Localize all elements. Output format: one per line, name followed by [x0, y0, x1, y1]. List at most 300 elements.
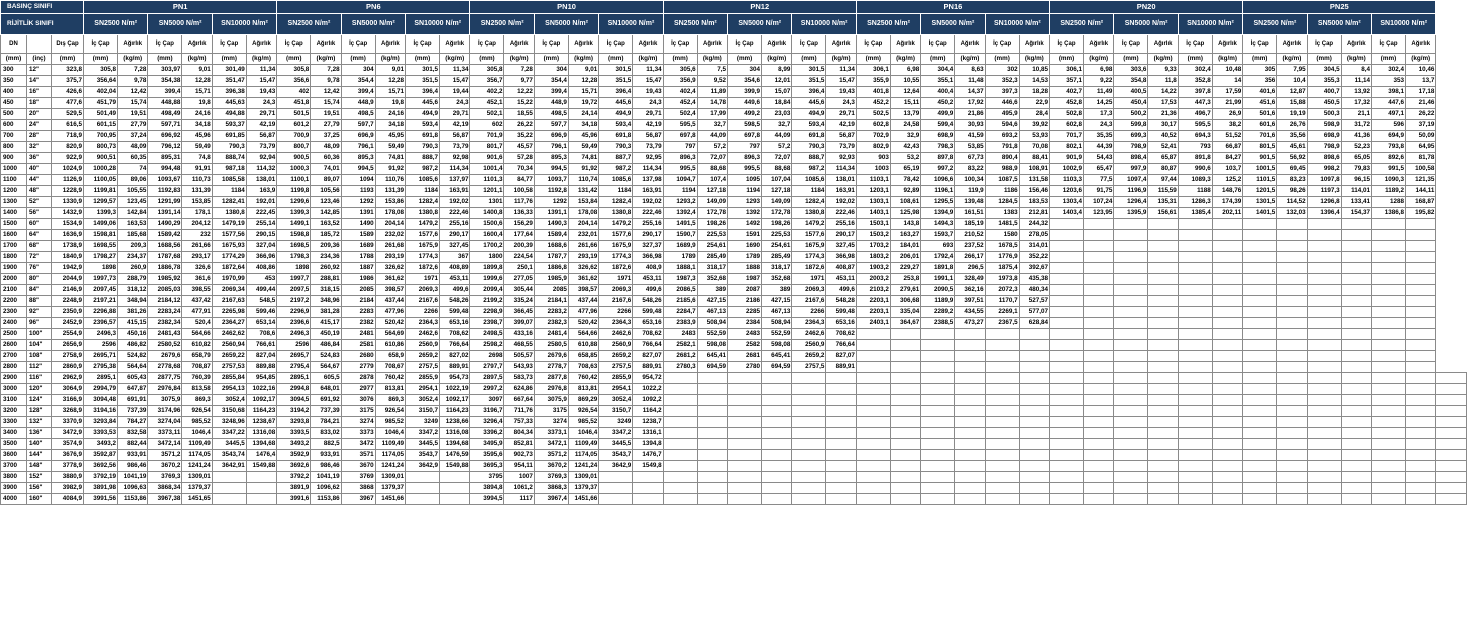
table-cell: 453,11	[440, 274, 470, 285]
table-cell: 995,5	[728, 164, 762, 175]
col-header-inner-diameter: İç Çap	[1243, 35, 1277, 54]
table-cell	[1148, 472, 1178, 483]
table-cell: 1379,37	[375, 483, 405, 494]
table-cell: 1192,83	[148, 186, 182, 197]
table-cell: 804,34	[504, 428, 534, 439]
table-cell: 398,1	[1372, 87, 1406, 98]
table-cell: 1394,8	[633, 439, 663, 450]
cell-dn: 3900	[1, 483, 27, 494]
table-cell	[1084, 362, 1114, 373]
table-cell: 595,5	[663, 120, 697, 131]
table-cell	[663, 428, 697, 439]
table-row	[1, 318, 1467, 329]
table-cell	[663, 461, 697, 472]
table-cell: 83,22	[955, 164, 985, 175]
table-cell	[1243, 351, 1277, 362]
table-cell	[1406, 439, 1436, 450]
table-cell: 833,02	[311, 428, 341, 439]
table-cell: 2085,03	[148, 285, 182, 296]
table-cell: 73,79	[633, 142, 663, 153]
table-cell	[985, 439, 1019, 450]
table-cell: 3795	[470, 472, 504, 483]
table-cell: 3670	[341, 461, 375, 472]
table-cell: 691,8	[792, 131, 826, 142]
table-cell: 15,47	[440, 76, 470, 87]
cell-inch: 40"	[27, 164, 52, 175]
table-cell	[1406, 417, 1436, 428]
table-cell: 255,16	[440, 219, 470, 230]
table-cell: 156,46	[1019, 186, 1049, 197]
table-cell	[1178, 362, 1212, 373]
table-cell	[1436, 417, 1467, 428]
table-cell: 508,94	[762, 318, 792, 329]
table-cell	[1341, 263, 1371, 274]
table-cell: 178,1	[182, 208, 212, 219]
table-cell: 15,47	[246, 76, 276, 87]
table-cell	[1019, 461, 1049, 472]
table-cell: 1296,8	[1307, 197, 1341, 208]
table-cell: 400,4	[921, 87, 955, 98]
table-cell: 12,28	[568, 76, 598, 87]
table-cell	[1307, 307, 1341, 318]
table-cell: 2203,1	[856, 307, 890, 318]
table-row	[1, 450, 1467, 461]
table-cell: 2396,6	[277, 318, 311, 329]
table-cell	[1114, 450, 1148, 461]
table-cell: 24,16	[375, 109, 405, 120]
table-cell	[856, 472, 890, 483]
table-cell: 1432,9	[52, 208, 84, 219]
table-cell: 1774,29	[212, 252, 246, 263]
table-cell	[985, 340, 1019, 351]
table-cell	[1341, 340, 1371, 351]
table-cell: 114,32	[246, 164, 276, 175]
table-cell: 74,01	[311, 164, 341, 175]
table-cell: 480,34	[1019, 285, 1049, 296]
table-cell	[1019, 340, 1049, 351]
table-cell	[697, 450, 727, 461]
table-cell: 114,34	[633, 164, 663, 175]
cell-inch: 44"	[27, 175, 52, 186]
table-cell: 869,29	[568, 395, 598, 406]
table-cell: 435,38	[1019, 274, 1049, 285]
table-cell: 398,57	[568, 285, 598, 296]
table-cell: 306,68	[890, 296, 920, 307]
table-cell	[1178, 439, 1212, 450]
table-cell: 7,5	[697, 65, 727, 76]
table-cell: 889,91	[633, 362, 663, 373]
table-cell: 74,81	[375, 153, 405, 164]
table-cell: 222,46	[633, 208, 663, 219]
table-cell: 3373,1	[534, 428, 568, 439]
table-cell	[1243, 428, 1277, 439]
table-cell	[1114, 318, 1148, 329]
table-cell	[1277, 450, 1307, 461]
cell-dn: 900	[1, 153, 27, 164]
cell-dn: 1100	[1, 175, 27, 186]
table-cell: 138,01	[826, 175, 856, 186]
cell-dn: 3300	[1, 417, 27, 428]
cell-dn: 3100	[1, 395, 27, 406]
table-cell: 3370,9	[52, 417, 84, 428]
table-cell: 2659,2	[406, 351, 440, 362]
table-cell	[1178, 263, 1212, 274]
table-cell	[1148, 483, 1178, 494]
table-cell: 2878	[341, 373, 375, 384]
table-cell: 1380,8	[792, 208, 826, 219]
table-cell	[212, 483, 246, 494]
table-cell: 869,3	[182, 395, 212, 406]
cell-dn: 350	[1, 76, 27, 87]
table-cell	[1406, 461, 1436, 472]
table-cell: 328,49	[955, 274, 985, 285]
table-cell: 327,45	[826, 241, 856, 252]
table-cell: 2954,1	[599, 384, 633, 395]
table-cell	[1341, 439, 1371, 450]
table-cell	[1277, 296, 1307, 307]
table-cell	[856, 384, 890, 395]
table-cell: 91,92	[375, 164, 405, 175]
unit-kgm: (kg/m)	[762, 54, 792, 65]
table-cell: 351,5	[792, 76, 826, 87]
table-cell: 1282,4	[406, 197, 440, 208]
table-cell: 2289,2	[921, 307, 955, 318]
table-cell: 56,87	[440, 131, 470, 142]
table-cell: 12,42	[311, 87, 341, 98]
table-cell: 1997,73	[84, 274, 118, 285]
table-cell: 293,19	[375, 252, 405, 263]
table-cell	[955, 340, 985, 351]
cell-inch: 80"	[27, 274, 52, 285]
table-cell	[1277, 461, 1307, 472]
unit-mm: (mm)	[856, 54, 890, 65]
table-cell: 209,36	[311, 241, 341, 252]
table-cell: 988,9	[985, 164, 1019, 175]
table-cell: 1316,1	[633, 428, 663, 439]
table-cell: 2877,75	[148, 373, 182, 384]
table-cell	[1436, 384, 1467, 395]
table-cell	[890, 351, 920, 362]
table-cell	[1406, 274, 1436, 285]
table-cell: 3543,7	[406, 450, 440, 461]
table-cell	[1212, 461, 1242, 472]
table-cell	[1114, 252, 1148, 263]
table-cell	[955, 373, 985, 384]
table-cell: 2296,9	[277, 307, 311, 318]
table-cell: 2695,71	[84, 351, 118, 362]
table-cell: 2560,9	[599, 340, 633, 351]
table-cell: 1788	[341, 252, 375, 263]
table-cell: 1046,4	[375, 428, 405, 439]
table-cell: 2598,2	[470, 340, 504, 351]
table-cell	[1307, 263, 1341, 274]
table-cell	[1212, 329, 1242, 340]
cell-inch: 32"	[27, 142, 52, 153]
table-cell: 987,18	[212, 164, 246, 175]
table-cell: 1903,2	[856, 263, 890, 274]
table-cell: 260,9	[118, 263, 148, 274]
table-cell: 3150,68	[212, 406, 246, 417]
table-cell: 364,67	[890, 318, 920, 329]
table-cell: 78,42	[890, 175, 920, 186]
table-cell: 495,9	[985, 109, 1019, 120]
table-cell	[1148, 428, 1178, 439]
table-cell	[826, 395, 856, 406]
table-cell: 827,04	[246, 351, 276, 362]
table-cell: 105,55	[118, 186, 148, 197]
table-cell: 552,59	[697, 329, 727, 340]
table-cell	[728, 417, 762, 428]
table-cell: 366,96	[246, 252, 276, 263]
table-cell: 1503,2	[856, 230, 890, 241]
table-cell: 15,71	[568, 87, 598, 98]
table-cell: 3769	[341, 472, 375, 483]
table-cell: 901,6	[470, 153, 504, 164]
table-cell	[1212, 219, 1242, 230]
table-cell	[1243, 406, 1277, 417]
table-cell: 1840,9	[52, 252, 84, 263]
table-cell: 13,79	[890, 109, 920, 120]
unit-kgm: (kg/m)	[1406, 54, 1436, 65]
table-cell: 19,72	[568, 98, 598, 109]
table-cell	[1372, 406, 1406, 417]
table-cell: 65,19	[890, 164, 920, 175]
table-cell	[1148, 439, 1178, 450]
table-cell: 446,6	[985, 98, 1019, 109]
table-cell: 8,99	[762, 65, 792, 76]
table-cell: 327,04	[246, 241, 276, 252]
table-cell	[1341, 362, 1371, 373]
table-cell: 15,22	[504, 98, 534, 109]
table-cell: 3052,4	[599, 395, 633, 406]
table-cell	[1341, 351, 1371, 362]
table-cell	[1050, 307, 1084, 318]
table-cell: 2364,3	[599, 318, 633, 329]
table-cell	[1019, 384, 1049, 395]
table-cell	[955, 483, 985, 494]
stiffness-class-header: SN10000 N/m²	[406, 14, 470, 35]
table-cell	[985, 395, 1019, 406]
table-cell: 1491,5	[663, 219, 697, 230]
table-cell: 198,26	[697, 219, 727, 230]
table-cell: 997,9	[1114, 164, 1148, 175]
table-cell	[1212, 241, 1242, 252]
table-cell: 2269,1	[985, 307, 1019, 318]
table-cell: 1479,2	[406, 219, 440, 230]
table-cell: 708,62	[633, 329, 663, 340]
table-cell: 2795,38	[84, 362, 118, 373]
cell-dn: 2900	[1, 373, 27, 384]
table-cell	[697, 373, 727, 384]
table-cell: 304,4	[921, 65, 955, 76]
table-cell: 1085,6	[406, 175, 440, 186]
table-cell: 15,71	[375, 87, 405, 98]
table-cell	[1307, 340, 1341, 351]
table-cell: 898,6	[1307, 153, 1341, 164]
table-cell	[955, 395, 985, 406]
table-cell: 3373	[341, 428, 375, 439]
table-cell: 954,85	[246, 373, 276, 384]
table-cell: 143,8	[890, 219, 920, 230]
table-cell: 508,94	[697, 318, 727, 329]
table-cell	[1307, 351, 1341, 362]
table-cell: 204,14	[568, 219, 598, 230]
col-header-weight: Ağırlık	[762, 35, 792, 54]
table-cell: 108,61	[890, 197, 920, 208]
table-cell: 327,37	[633, 241, 663, 252]
table-cell	[1148, 241, 1178, 252]
table-cell: 2582,1	[663, 340, 697, 351]
table-cell: 1184	[406, 186, 440, 197]
table-cell: 277,05	[504, 274, 534, 285]
table-cell: 790,3	[212, 142, 246, 153]
table-cell: 3880,9	[52, 472, 84, 483]
table-cell: 702,9	[856, 131, 890, 142]
unit-mm: (mm)	[792, 54, 826, 65]
table-cell: 901,9	[1050, 153, 1084, 164]
table-cell	[1277, 318, 1307, 329]
table-row	[1, 461, 1467, 472]
table-cell: 596	[1372, 120, 1406, 131]
table-cell: 14,22	[1148, 87, 1178, 98]
pressure-class-label: BASINÇ SINIFI	[1, 1, 84, 14]
table-cell: 801,5	[1243, 142, 1277, 153]
table-cell: 797	[663, 142, 697, 153]
table-cell: 477,96	[375, 307, 405, 318]
cell-inch: 124"	[27, 395, 52, 406]
table-cell: 1291,99	[148, 197, 182, 208]
cell-inch: 16"	[27, 87, 52, 98]
col-header-inner-diameter: İç Çap	[1307, 35, 1341, 54]
col-header-weight: Ağırlık	[1148, 35, 1178, 54]
table-cell	[1406, 362, 1436, 373]
table-cell: 1097,4	[1114, 175, 1148, 186]
table-cell	[890, 483, 920, 494]
table-cell: 306,1	[1050, 65, 1084, 76]
table-cell: 161,51	[955, 208, 985, 219]
table-cell	[1307, 472, 1341, 483]
table-cell: 548,28	[826, 296, 856, 307]
table-cell: 1392,4	[663, 208, 697, 219]
table-cell	[1050, 329, 1084, 340]
table-cell: 38,2	[1212, 120, 1242, 131]
table-cell: 3347,2	[599, 428, 633, 439]
table-cell	[1307, 274, 1341, 285]
table-cell: 445,6	[406, 98, 440, 109]
table-cell: 552,59	[762, 329, 792, 340]
table-cell: 1024,9	[52, 164, 84, 175]
table-cell: 499,44	[246, 285, 276, 296]
table-cell: 2283,24	[148, 307, 182, 318]
table-cell: 985,52	[375, 417, 405, 428]
table-cell: 902,73	[504, 450, 534, 461]
table-cell: 494,9	[406, 109, 440, 120]
col-header-weight: Ağırlık	[182, 35, 212, 54]
table-cell: 933,91	[118, 450, 148, 461]
table-cell: 3894,8	[470, 483, 504, 494]
table-cell: 2003,2	[856, 274, 890, 285]
table-cell: 1689,9	[663, 241, 697, 252]
table-cell: 1092,17	[246, 395, 276, 406]
table-cell	[921, 395, 955, 406]
table-cell	[1243, 395, 1277, 406]
col-header-weight: Ağırlık	[440, 35, 470, 54]
table-cell: 766,64	[633, 340, 663, 351]
table-cell	[1307, 494, 1341, 505]
table-cell: 27,79	[118, 120, 148, 131]
table-cell: 396,4	[599, 87, 633, 98]
table-cell: 399,4	[148, 87, 182, 98]
table-cell: 52,23	[1341, 142, 1371, 153]
table-cell: 351,5	[599, 76, 633, 87]
table-cell: 57,2	[762, 142, 792, 153]
table-cell: 2462,6	[599, 329, 633, 340]
table-cell: 2758,9	[52, 351, 84, 362]
table-cell: 100,58	[504, 186, 534, 197]
table-cell	[826, 472, 856, 483]
table-cell: 1774,3	[599, 252, 633, 263]
table-cell: 760,39	[182, 373, 212, 384]
unit-kgm: (kg/m)	[890, 54, 920, 65]
table-cell: 3692,6	[277, 461, 311, 472]
table-cell	[1148, 252, 1178, 263]
table-cell: 3393,53	[84, 428, 118, 439]
table-cell: 1201,5	[1243, 186, 1277, 197]
col-header-inner-diameter: İç Çap	[277, 35, 311, 54]
table-cell	[599, 483, 633, 494]
cell-inch: 108"	[27, 351, 52, 362]
table-cell	[1114, 230, 1148, 241]
pressure-class-pn1: PN1	[84, 1, 277, 14]
table-cell	[1277, 241, 1307, 252]
table-cell: 1293,2	[663, 197, 697, 208]
table-cell: 136,33	[504, 208, 534, 219]
table-cell: 888,74	[212, 153, 246, 164]
table-cell: 2167,6	[406, 296, 440, 307]
stiffness-class-header: SN2500 N/m²	[277, 14, 341, 35]
table-cell: 123,95	[1084, 208, 1114, 219]
cell-dn: 2100	[1, 285, 27, 296]
table-cell: 2778,7	[534, 362, 568, 373]
table-cell: 137,97	[440, 175, 470, 186]
table-cell	[440, 494, 470, 505]
table-cell: 2596	[84, 340, 118, 351]
table-cell: 29,71	[246, 109, 276, 120]
table-cell: 3064,9	[52, 384, 84, 395]
table-cell: 72,07	[697, 153, 727, 164]
table-cell: 2659,22	[212, 351, 246, 362]
table-cell: 467,13	[697, 307, 727, 318]
table-cell: 1776,9	[985, 252, 1019, 263]
table-cell: 14,78	[697, 98, 727, 109]
table-cell: 323,8	[52, 65, 84, 76]
table-cell	[1050, 461, 1084, 472]
table-cell: 869,3	[375, 395, 405, 406]
table-cell	[1114, 384, 1148, 395]
table-cell: 11,34	[246, 65, 276, 76]
table-cell: 12,28	[182, 76, 212, 87]
table-cell: 2679,6	[148, 351, 182, 362]
table-cell	[1243, 219, 1277, 230]
table-cell: 3293,84	[84, 417, 118, 428]
table-cell	[1307, 373, 1341, 384]
table-cell: 793,8	[1372, 142, 1406, 153]
table-cell	[762, 384, 792, 395]
cell-dn: 700	[1, 131, 27, 142]
table-cell	[826, 428, 856, 439]
table-cell	[663, 373, 697, 384]
table-cell: 44,39	[1084, 142, 1114, 153]
